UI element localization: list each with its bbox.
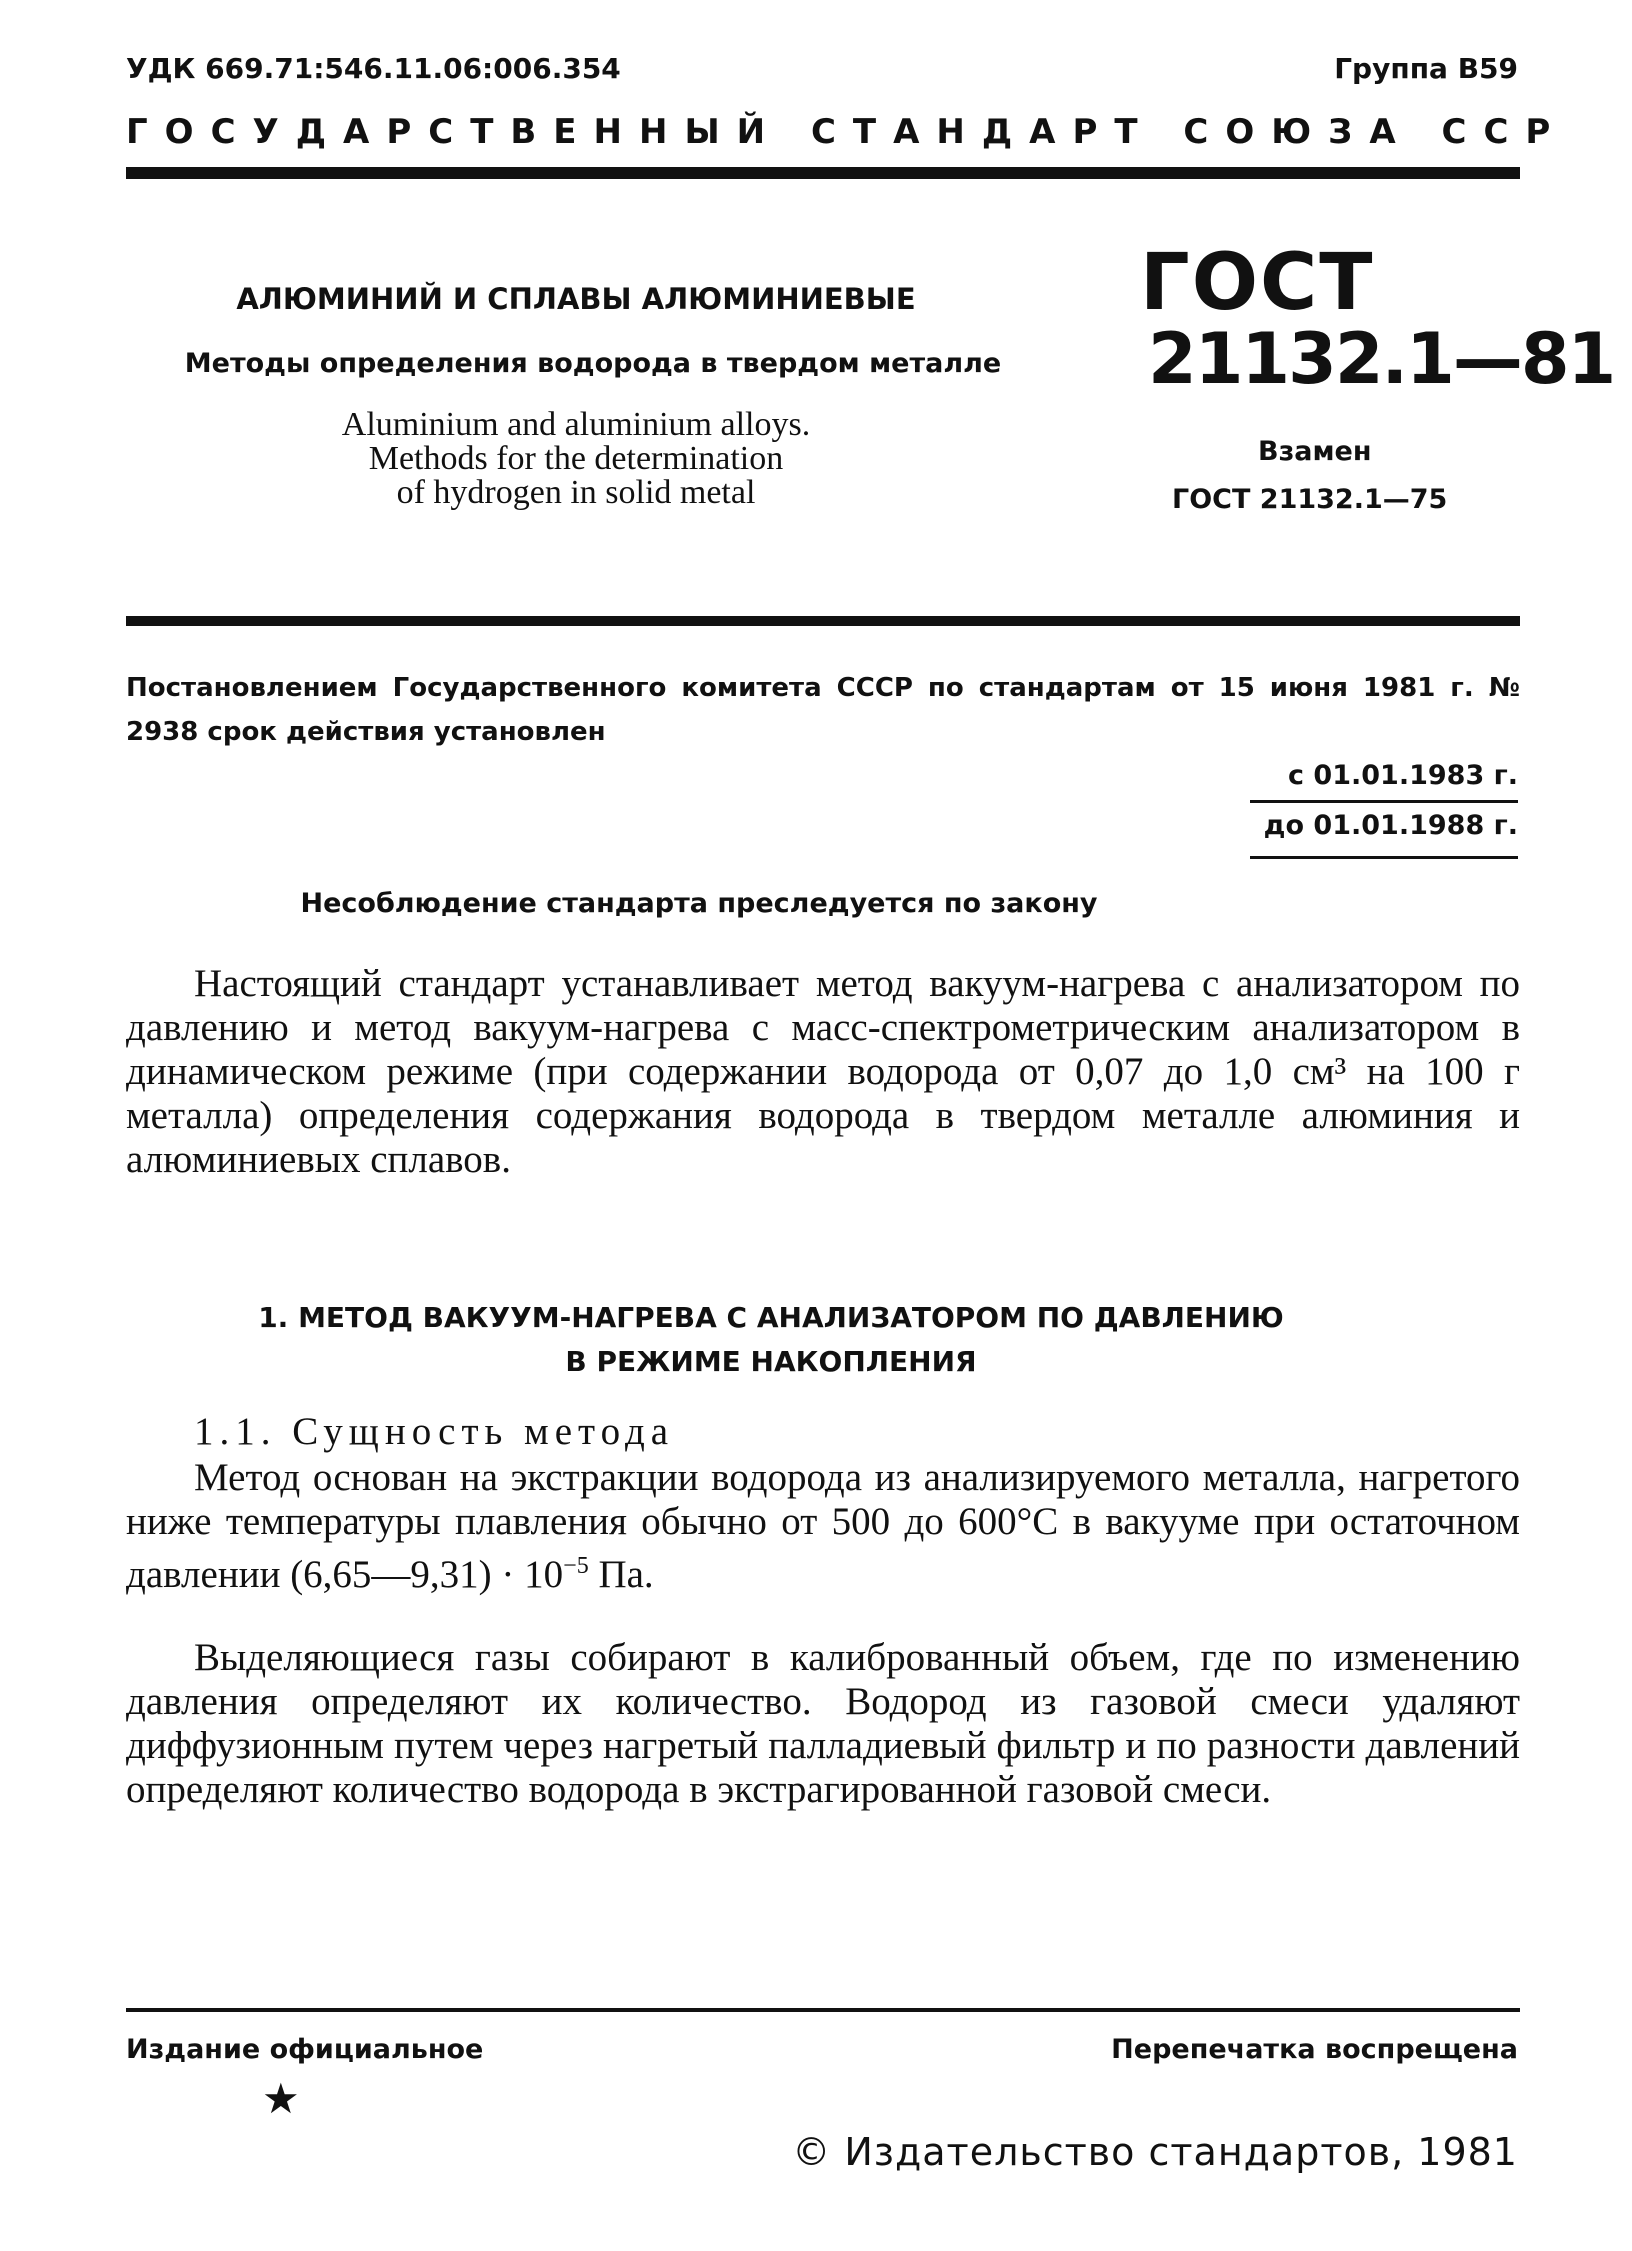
english-title <box>126 408 1026 510</box>
method-paragraph-1 <box>126 1456 1520 1597</box>
section-1-title <box>126 1296 1416 1384</box>
valid-from-date: с 01.01.1983 г. <box>1288 760 1518 791</box>
official-edition: Издание официальное <box>126 2034 484 2065</box>
method-paragraph-2-text: Выделяющиеся газы собирают в калиброванный объем, где по изменению давления определяют их количество. Водород из газовой смеси удаляют диффузионным путем через нагретый палладиевый фильтр и по разности давлений определяют количество водорода в экстрагированной газовой смеси. <box>126 1636 1520 1811</box>
middle-thick-rule <box>126 616 1520 626</box>
date-underline-2 <box>1250 856 1518 859</box>
law-notice: Несоблюдение стандарта преследуется по закону <box>300 888 1098 919</box>
method-paragraph-1-text: Метод основан на экстракции водорода из анализируемого металла, нагретого ниже температуры плавления обычно от 500 до 600°С в вакууме при остаточном давлении (6,65—9,31) · 10 <box>126 1456 1520 1596</box>
decree-text: Постановлением Государственного комитета СССР по стандартам от 15 июня 1981 г. № 2938 срок действия установлен <box>126 673 1520 747</box>
replaces-label: Взамен <box>1258 436 1372 467</box>
gost-label: ГОСТ <box>1140 238 1375 328</box>
copyright-notice: © Издательство стандартов, 1981 <box>792 2130 1518 2174</box>
document-title: АЛЮМИНИЙ И СПЛАВЫ АЛЮМИНИЕВЫЕ <box>236 282 916 316</box>
method-paragraph-2 <box>126 1636 1520 1812</box>
english-title-line2: Methods for the determination <box>368 440 784 477</box>
section-1-title-line2: В РЕЖИМЕ НАКОПЛЕНИЯ <box>565 1345 977 1378</box>
document-subtitle: Методы определения водорода в твердом металле <box>184 348 1002 379</box>
intro-paragraph-text: Настоящий стандарт устанавливает метод вакуум-нагрева с анализатором по давлению и метод вакуум-нагрева с масс-спектрометрическим анализатором в динамическом режиме (при содержании водорода от 0,07 до 1,0 см³ на 100 г металла) определения содержания водорода в твердом металле алюминия и алюминиевых сплавов. <box>126 962 1520 1181</box>
top-thick-rule <box>126 167 1520 179</box>
date-underline-1 <box>1250 800 1518 803</box>
subsection-1-1-title-text: 1.1. Сущность метода <box>194 1410 675 1453</box>
pressure-exponent: −5 <box>563 1553 589 1579</box>
star-icon: ★ <box>262 2074 300 2123</box>
udk-code: УДК 669.71:546.11.06:006.354 <box>126 52 621 85</box>
subsection-1-1-title <box>126 1410 1520 1454</box>
method-paragraph-1-unit: Па. <box>588 1553 654 1596</box>
intro-paragraph <box>126 962 1520 1182</box>
state-standard-text: ГОСУДАРСТВЕННЫЙ СТАНДАРТ СОЮЗА ССР <box>126 112 1568 152</box>
replaces-number: ГОСТ 21132.1—75 <box>1172 484 1448 515</box>
gost-number: 21132.1—81 <box>1148 318 1615 400</box>
state-standard-heading <box>126 112 1568 152</box>
english-title-line3: of hydrogen in solid metal <box>396 474 756 511</box>
group-code: Группа В59 <box>1334 52 1518 85</box>
footer-rule <box>126 2008 1520 2012</box>
english-title-line1: Aluminium and aluminium alloys. <box>341 406 811 443</box>
section-1-title-line1: 1. МЕТОД ВАКУУМ-НАГРЕВА С АНАЛИЗАТОРОМ ПО ДАВЛЕНИЮ <box>258 1301 1284 1334</box>
valid-to-date: до 01.01.1988 г. <box>1263 810 1518 841</box>
reprint-prohibited: Перепечатка воспрещена <box>1111 2034 1518 2065</box>
